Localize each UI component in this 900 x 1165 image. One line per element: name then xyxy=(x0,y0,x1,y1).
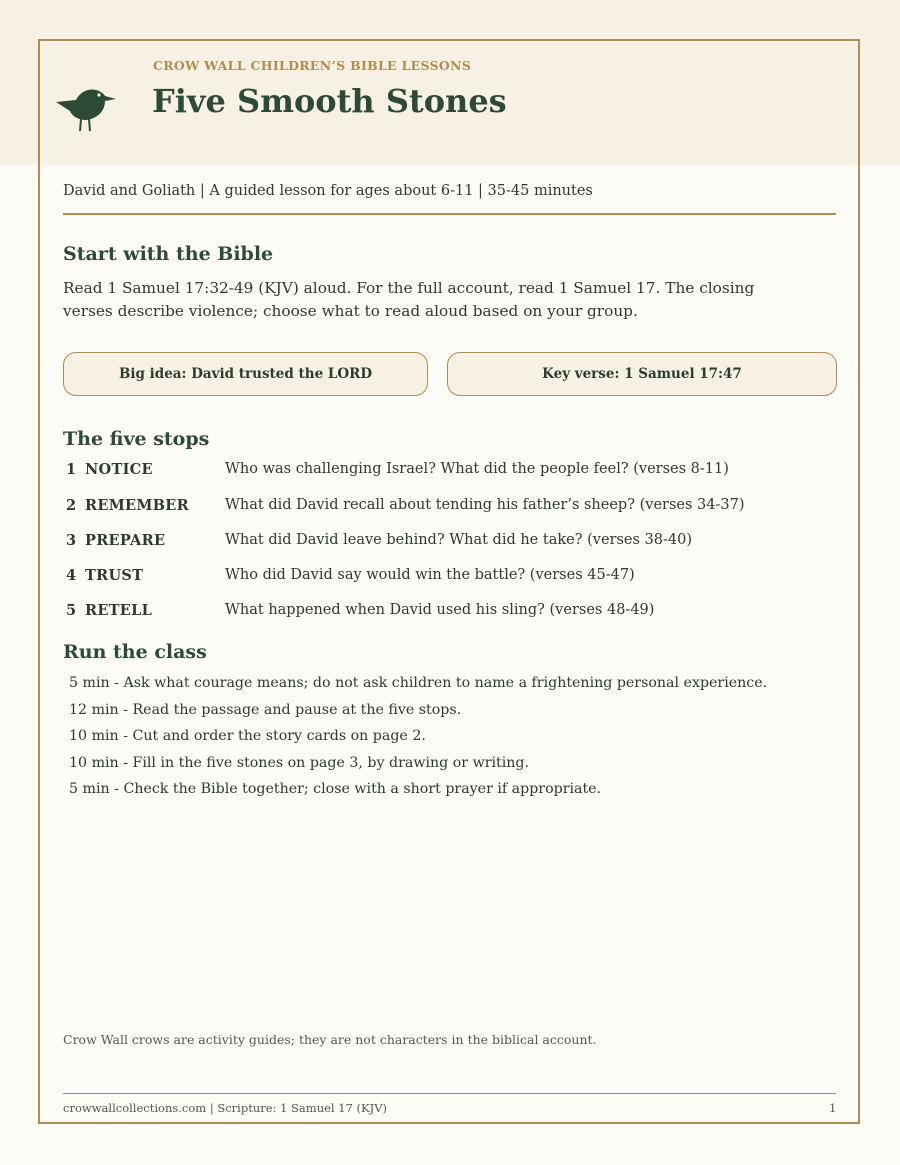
bible-intro: Read 1 Samuel 17:32-49 (KJV) aloud. For the full account, read 1 Samuel 17. The closing verses describe violence; choose what to read aloud based on your group. xyxy=(63,279,755,320)
plan-item: 5 min - Ask what courage means; do not ask children to name a frightening personal experience. xyxy=(69,675,768,691)
page-number: 1 xyxy=(829,1101,837,1115)
stop-number: 3 xyxy=(66,532,77,549)
lesson-meta: David and Goliath | A guided lesson for ages about 6-11 | 35-45 minutes xyxy=(63,183,593,199)
stop-number: 2 xyxy=(66,497,77,514)
bible-heading: Start with the Bible xyxy=(63,243,274,265)
stop-name: REMEMBER xyxy=(85,497,190,514)
plan-heading: Run the class xyxy=(63,641,207,663)
plan-item: 12 min - Read the passage and pause at the five stops. xyxy=(69,702,462,718)
header-divider xyxy=(63,213,836,215)
stop-name: PREPARE xyxy=(85,532,166,549)
stop-row xyxy=(63,532,843,554)
series-label: CROW WALL CHILDREN’S BIBLE LESSONS xyxy=(153,58,472,73)
stop-row xyxy=(63,567,843,589)
stop-number: 4 xyxy=(66,567,77,584)
stop-question: What did David recall about tending his father’s sheep? (verses 34-37) xyxy=(225,497,745,513)
plan-item: 10 min - Fill in the five stones on page 3, by drawing or writing. xyxy=(69,755,529,771)
plan-item: 5 min - Check the Bible together; close with a short prayer if appropriate. xyxy=(69,781,602,797)
disclaimer-note: Crow Wall crows are activity guides; they are not characters in the biblical account. xyxy=(63,1032,597,1047)
stop-number: 5 xyxy=(66,602,77,619)
stop-row xyxy=(63,602,843,624)
footer-text: crowwallcollections.com | Scripture: 1 Samuel 17 (KJV) xyxy=(63,1101,388,1115)
crow-icon xyxy=(54,84,118,136)
page-title: Five Smooth Stones xyxy=(152,82,507,120)
stop-name: RETELL xyxy=(85,602,153,619)
big-idea-text: Big idea: David trusted the LORD xyxy=(118,366,373,382)
stop-row xyxy=(63,461,843,483)
stop-number: 1 xyxy=(66,461,77,478)
key-verse-text: Key verse: 1 Samuel 17:47 xyxy=(542,366,742,382)
key-verse-callout xyxy=(447,352,837,396)
stop-name: TRUST xyxy=(85,567,144,584)
plan-item: 10 min - Cut and order the story cards on page 2. xyxy=(69,728,426,744)
stop-name: NOTICE xyxy=(85,461,153,478)
stop-question: What happened when David used his sling? (verses 48-49) xyxy=(225,602,655,618)
stop-question: Who was challenging Israel? What did the people feel? (verses 8-11) xyxy=(225,461,729,477)
big-idea-callout xyxy=(63,352,428,396)
stop-question: What did David leave behind? What did he take? (verses 38-40) xyxy=(225,532,692,548)
stop-question: Who did David say would win the battle? (verses 45-47) xyxy=(225,567,635,583)
stops-heading: The five stops xyxy=(63,428,210,450)
footer-divider xyxy=(63,1093,836,1094)
stop-row xyxy=(63,497,843,519)
